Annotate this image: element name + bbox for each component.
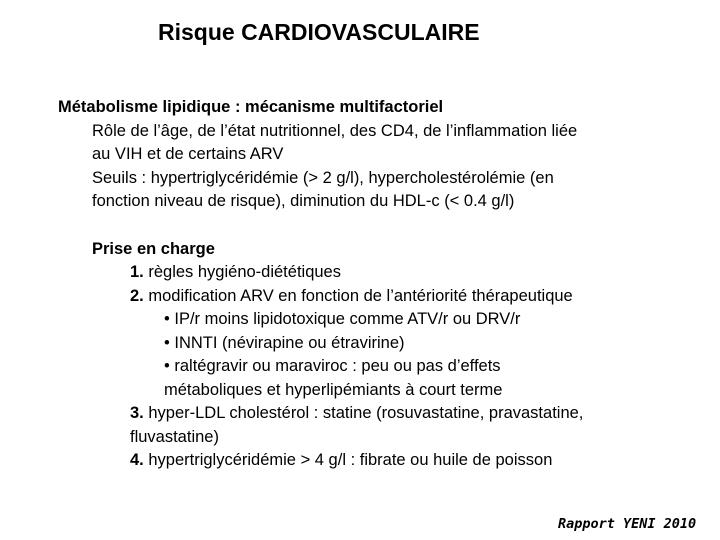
text-line: fonction niveau de risque), diminution du HDL-c (< 0.4 g/l): [92, 192, 515, 210]
slide-title: Risque CARDIOVASCULAIRE: [158, 19, 480, 45]
bullet-item: • IP/r moins lipidotoxique comme ATV/r ou DRV/r: [164, 310, 521, 328]
list-item-4: [58, 449, 708, 473]
slide-content: [58, 96, 708, 473]
bullet-item: • raltégravir ou maraviroc : peu ou pas d’effets: [164, 357, 501, 375]
list-item-2: [58, 285, 708, 309]
text-line: Rôle de l’âge, de l’état nutritionnel, des CD4, de l’inflammation liée: [92, 121, 578, 140]
source-footer: Rapport YENI 2010: [558, 516, 697, 532]
item-number: 4.: [130, 451, 144, 469]
item-text: hyper-LDL cholestérol : statine (rosuvastatine, pravastatine,: [143, 404, 584, 422]
item-number: 1.: [130, 263, 144, 281]
list-item-3: [58, 402, 708, 426]
text-line: Seuils : hypertriglycéridémie (> 2 g/l), hypercholestérolémie (en: [92, 168, 554, 187]
item-text: hypertriglycéridémie > 4 g/l : fibrate ou huile de poisson: [143, 451, 553, 469]
item-text: règles hygiéno-diététiques: [143, 263, 341, 281]
item-text: modification ARV en fonction de l’antériorité thérapeutique: [143, 286, 573, 305]
text-line: au VIH et de certains ARV: [92, 145, 284, 163]
spacer: [58, 214, 708, 238]
item-number: 3.: [130, 404, 144, 422]
bullet-item: • INNTI (névirapine ou étravirine): [164, 333, 405, 352]
bullet-item-continuation: métaboliques et hyperlipémiants à court terme: [164, 380, 503, 399]
list-item-3-continuation: fluvastatine): [130, 427, 219, 446]
item-number: 2.: [130, 286, 144, 305]
list-item-1: [58, 261, 708, 285]
section-heading-metabolism: Métabolisme lipidique : mécanisme multifactoriel: [58, 98, 444, 116]
section-heading-management: Prise en charge: [92, 239, 215, 258]
